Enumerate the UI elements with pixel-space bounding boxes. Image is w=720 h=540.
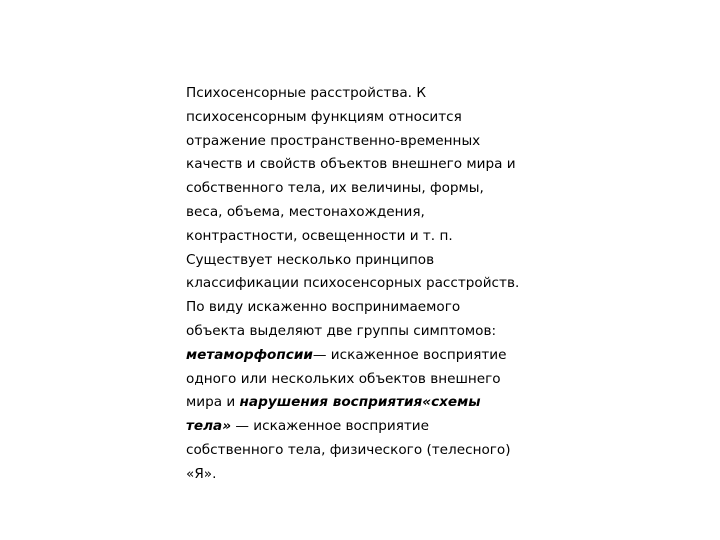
text-line: «Я». <box>186 465 217 482</box>
text-fragment: — искаженное восприятие <box>231 418 429 435</box>
text-line <box>186 391 546 415</box>
text-line: Психосенсорные расстройства. К <box>186 85 426 101</box>
text-line: контрастности, освещенности и т. п. <box>186 227 453 244</box>
text-line: веса, объема, местонахождения, <box>186 203 425 220</box>
text-line: качеств и свойств объектов внешнего мира и <box>186 156 516 173</box>
text-fragment: — искаженное восприятие <box>312 346 507 363</box>
text-line: Существует несколько принципов <box>186 251 435 268</box>
text-line: психосенсорным функциям относится <box>186 108 462 125</box>
text-line: отражение пространственно-временных <box>186 132 481 149</box>
text-line: одного или нескольких объектов внешнего <box>186 370 501 387</box>
text-line: собственного тела, физического (телесного) <box>186 441 511 458</box>
text-line: объекта выделяют две группы симптомов: <box>186 322 497 339</box>
term-body-schema: нарушения восприятия«схемы <box>239 394 481 411</box>
text-line: собственного тела, их величины, формы, <box>186 180 484 197</box>
term-body-schema-end: тела» <box>186 418 232 435</box>
body-text <box>186 82 546 487</box>
text-line <box>186 344 546 368</box>
text-line: классификации психосенсорных расстройств. <box>186 275 520 292</box>
text-line <box>186 415 546 439</box>
text-fragment: мира и <box>186 394 240 411</box>
term-metamorphopsia: метаморфопсии <box>186 346 313 363</box>
text-line: По виду искаженно воспринимаемого <box>186 299 461 316</box>
